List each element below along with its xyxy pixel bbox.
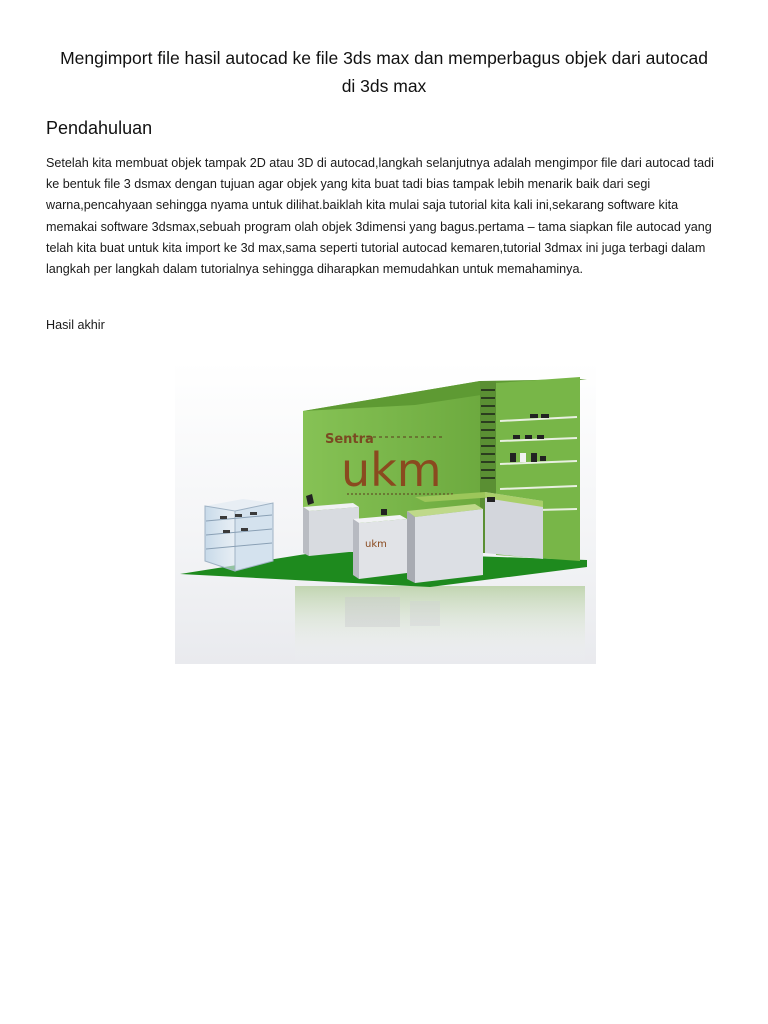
section-heading: Pendahuluan bbox=[46, 118, 153, 138]
logo-sentra-text: Sentra bbox=[325, 432, 374, 447]
booth-render-image bbox=[175, 361, 596, 664]
intro-paragraph: Setelah kita membuat objek tampak 2D atau 3D di autocad,langkah selanjutnya adalah mengimpor file dari autocad tadi ke bentuk file 3 dsmax dengan tujuan agar objek yang kita buat tadi bias tampak lebih menarik baik dari segi warna,pencahyaan sehingga nyama untuk dilihat.baiklah kita mulai saja tutorial kita kali ini,sekarang software kita memakai software 3dsmax,sebuah program olah objek 3dimensi yang bagus.pertama – tama siapkan file autocad yang telah kita buat untuk kita import ke 3d max,sama seperti tutorial autocad kemaren,tutorial 3dmax ini juga terbagi dalam langkah per langkah dalam tutorialnya sehingga diharapkan memudahkan untuk memahaminya. bbox=[46, 156, 714, 277]
left-counter bbox=[309, 507, 359, 556]
logo-ukm-text: ukm bbox=[341, 443, 442, 497]
glass-cabinet bbox=[205, 506, 235, 571]
right-counter bbox=[415, 509, 483, 583]
counter-logo-text: ukm bbox=[365, 539, 387, 550]
booth-render-svg bbox=[175, 361, 596, 664]
figure-caption: Hasil akhir bbox=[46, 318, 105, 332]
document-title: Mengimport file hasil autocad ke file 3ds max dan memperbagus objek dari autocad di 3ds max bbox=[60, 48, 708, 96]
